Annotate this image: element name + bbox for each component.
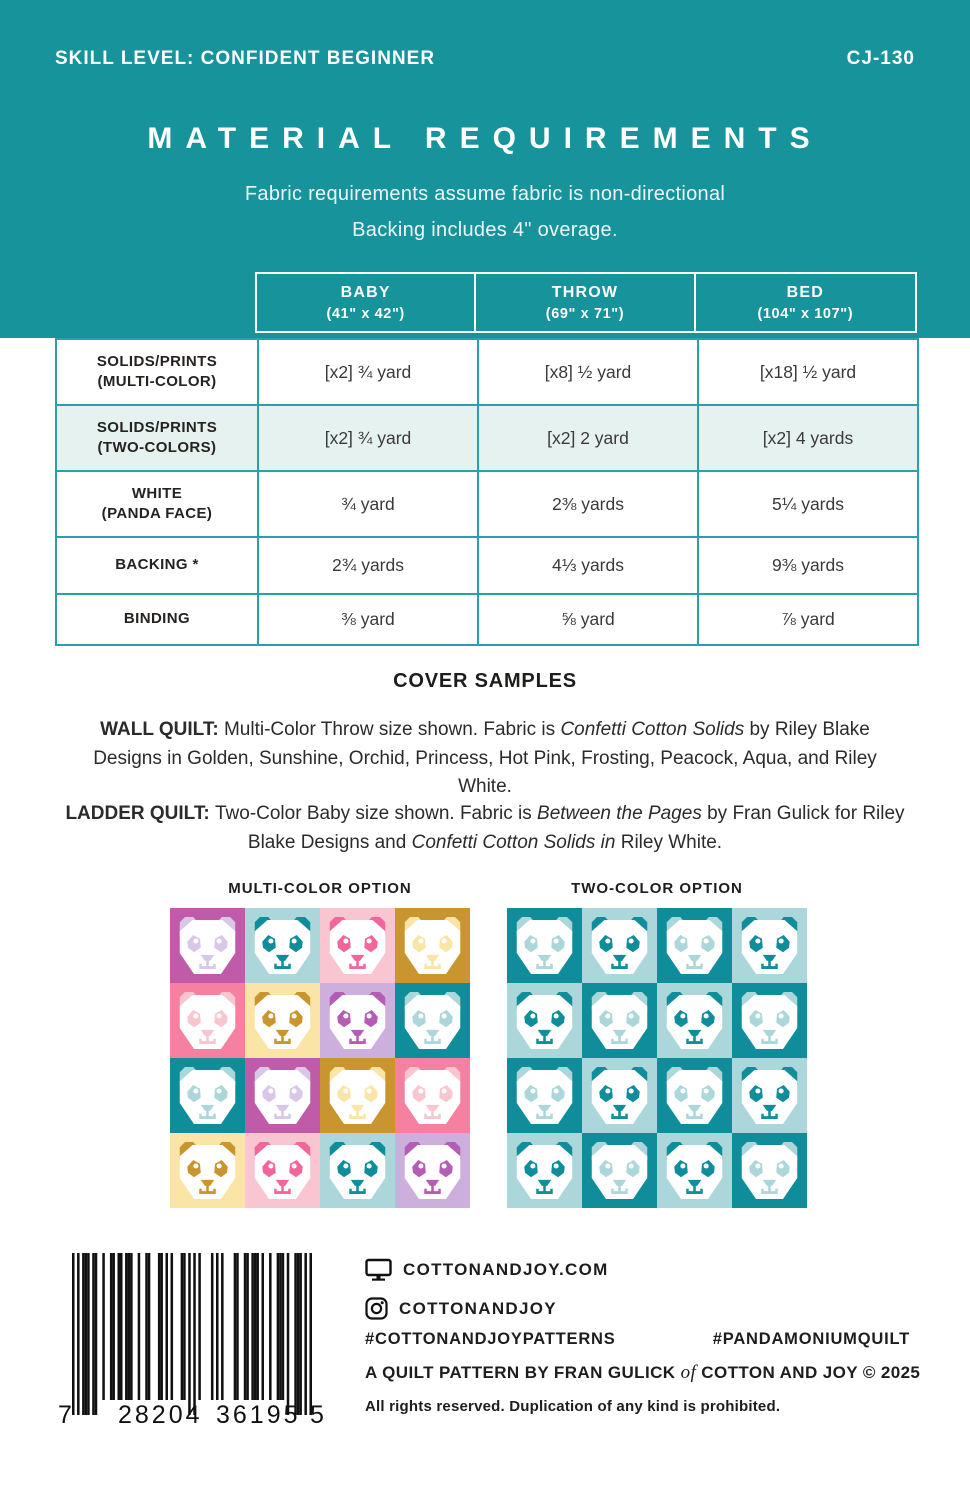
panda-block xyxy=(395,1133,470,1208)
barcode-bars xyxy=(72,1253,312,1415)
panda-block xyxy=(507,1058,582,1133)
size-column-header xyxy=(696,274,915,331)
row-label: WHITE (PANDA FACE) xyxy=(56,471,258,537)
barcode-group-left: 28204 xyxy=(118,1401,203,1429)
multi-color-quilt-grid xyxy=(170,908,470,1208)
size-dimensions: (41" x 42") xyxy=(326,305,405,322)
table-row xyxy=(56,471,918,537)
panda-block xyxy=(732,908,807,983)
panda-block xyxy=(320,1058,395,1133)
instagram-handle[interactable]: COTTONANDJOY xyxy=(399,1298,557,1318)
hashtags-line xyxy=(365,1330,910,1349)
cover-samples-heading: COVER SAMPLES xyxy=(393,670,577,692)
text-run: Confetti Cotton Solids xyxy=(560,719,745,740)
instagram-icon xyxy=(365,1297,388,1320)
text-run: Between the Pages xyxy=(537,803,702,824)
hashtag-patterns: #COTTONANDJOYPATTERNS xyxy=(365,1330,616,1348)
yardage-cell: [x2] 2 yard xyxy=(478,405,698,471)
text-run: Confetti Cotton Solids in xyxy=(411,831,616,853)
size-name: BED xyxy=(786,283,825,301)
barcode-digit-check: 5 xyxy=(310,1401,324,1429)
website-line xyxy=(365,1258,609,1282)
panda-block xyxy=(245,1058,320,1133)
yardage-cell: [x8] ½ yard xyxy=(478,339,698,405)
panda-block xyxy=(245,908,320,983)
size-name: BABY xyxy=(340,283,391,301)
row-label: SOLIDS/PRINTS (TWO-COLORS) xyxy=(56,405,258,471)
two-color-quilt xyxy=(507,880,807,1208)
two-color-quilt-title: TWO-COLOR OPTION xyxy=(571,880,743,897)
size-column-header xyxy=(257,274,476,331)
table-row xyxy=(56,405,918,471)
size-dimensions: (104" x 107") xyxy=(757,305,854,322)
table-row xyxy=(56,594,918,645)
yardage-cell: ¾ yard xyxy=(258,471,478,537)
subtitle-line-1: Fabric requirements assume fabric is non-directional xyxy=(244,183,726,205)
panda-block xyxy=(582,1058,657,1133)
size-name: THROW xyxy=(551,283,619,301)
panda-block xyxy=(245,1133,320,1208)
credit-line xyxy=(365,1362,920,1384)
panda-block xyxy=(657,908,732,983)
panda-block xyxy=(170,1058,245,1133)
panda-block xyxy=(245,983,320,1058)
yardage-cell: ⅝ yard xyxy=(478,594,698,645)
multi-color-quilt xyxy=(170,880,470,1208)
barcode-numbers xyxy=(58,1401,328,1435)
text-run: Multi-Color Throw size shown. Fabric is xyxy=(223,719,561,740)
text-run: Riley White. xyxy=(615,831,723,853)
panda-block xyxy=(657,983,732,1058)
row-label: SOLIDS/PRINTS (MULTI-COLOR) xyxy=(56,339,258,405)
ladder-quilt-description xyxy=(65,800,905,857)
panda-block xyxy=(507,983,582,1058)
barcode-group-right: 36195 xyxy=(216,1401,301,1429)
yardage-cell: 2⅜ yards xyxy=(478,471,698,537)
yardage-cell: [x2] ¾ yard xyxy=(258,339,478,405)
size-dimensions: (69" x 71") xyxy=(545,305,625,322)
panda-block xyxy=(582,908,657,983)
yardage-cell: 5¼ yards xyxy=(698,471,918,537)
instagram-line xyxy=(365,1297,557,1320)
pattern-code: CJ-130 xyxy=(846,48,915,69)
panda-block xyxy=(732,983,807,1058)
website-url[interactable]: COTTONANDJOY.COM xyxy=(403,1260,609,1279)
wall-quilt-description xyxy=(65,716,905,802)
yardage-cell: 9⅜ yards xyxy=(698,537,918,594)
panda-block xyxy=(732,1058,807,1133)
text-run: A QUILT PATTERN BY FRAN GULICK xyxy=(365,1363,681,1382)
text-run: by Riley Blake Designs in Golden, Sunshine, Orchid, Princess, Hot Pink, Frosting, Peacock, Aqua, and Riley White. xyxy=(93,719,877,797)
text-run: COTTON AND JOY © 2025 xyxy=(696,1363,921,1382)
panda-block xyxy=(507,908,582,983)
multi-color-quilt-title: MULTI-COLOR OPTION xyxy=(228,880,412,897)
panda-block xyxy=(582,983,657,1058)
panda-block xyxy=(395,983,470,1058)
size-column-header xyxy=(476,274,695,331)
table-header-row xyxy=(255,272,917,333)
panda-block xyxy=(507,1133,582,1208)
hashtag-quilt: #PANDAMONIUMQUILT xyxy=(712,1330,910,1348)
text-run: WALL QUILT: xyxy=(100,719,224,740)
yardage-cell: ⅜ yard xyxy=(258,594,478,645)
panda-block xyxy=(732,1133,807,1208)
panda-block xyxy=(320,983,395,1058)
yardage-cell: ⅞ yard xyxy=(698,594,918,645)
yardage-cell: [x18] ½ yard xyxy=(698,339,918,405)
text-run: of xyxy=(680,1362,697,1383)
row-label: BACKING * xyxy=(56,537,258,594)
yardage-cell: 2¾ yards xyxy=(258,537,478,594)
table-row xyxy=(56,339,918,405)
page-title: MATERIAL REQUIREMENTS xyxy=(147,122,823,155)
rights-line: All rights reserved. Duplication of any kind is prohibited. xyxy=(365,1398,781,1415)
panda-block xyxy=(170,908,245,983)
two-color-quilt-grid xyxy=(507,908,807,1208)
panda-block xyxy=(395,1058,470,1133)
panda-block xyxy=(320,908,395,983)
material-requirements-table xyxy=(55,338,919,646)
row-label: BINDING xyxy=(56,594,258,645)
panda-block xyxy=(657,1133,732,1208)
panda-block xyxy=(320,1133,395,1208)
panda-block xyxy=(170,983,245,1058)
text-run: by Fran Gulick for Riley Blake Designs and xyxy=(247,803,905,853)
skill-level-label: SKILL LEVEL: CONFIDENT BEGINNER xyxy=(55,48,436,69)
text-run: Two-Color Baby size shown. Fabric is xyxy=(214,803,538,824)
yardage-cell: [x2] ¾ yard xyxy=(258,405,478,471)
yardage-cell: [x2] 4 yards xyxy=(698,405,918,471)
yardage-cell: 4⅓ yards xyxy=(478,537,698,594)
monitor-icon xyxy=(365,1258,392,1282)
text-run: LADDER QUILT: xyxy=(65,803,215,824)
panda-block xyxy=(395,908,470,983)
panda-block xyxy=(657,1058,732,1133)
panda-block xyxy=(170,1133,245,1208)
barcode-digit-lead: 7 xyxy=(58,1401,72,1429)
table-row xyxy=(56,537,918,594)
subtitle-line-2: Backing includes 4" overage. xyxy=(352,219,618,241)
panda-block xyxy=(582,1133,657,1208)
upc-barcode xyxy=(58,1253,328,1448)
